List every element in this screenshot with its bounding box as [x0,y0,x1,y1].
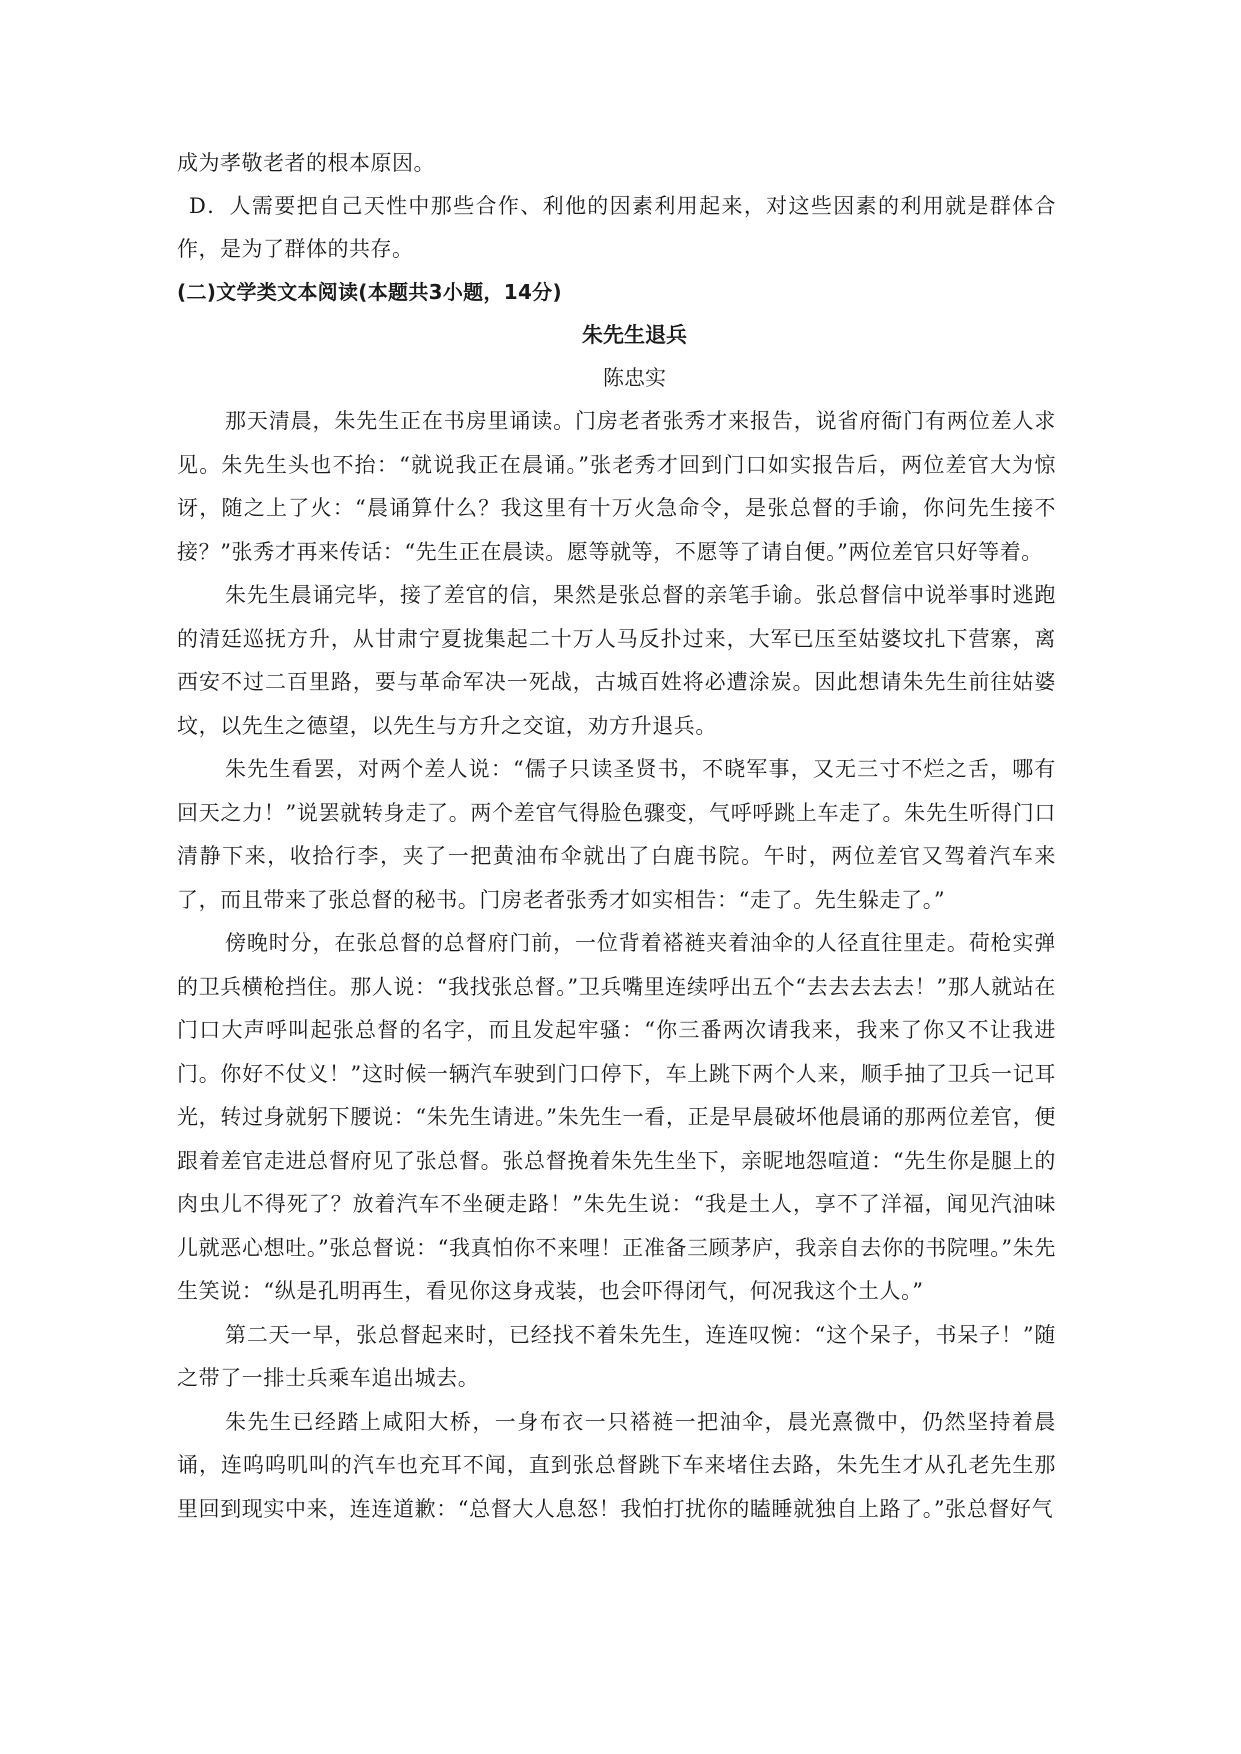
section-heading: (二)文学类文本阅读(本题共3小题，14分) [177,280,562,304]
story-paragraph: 傍晚时分，在张总督的总督府门前，一位背着褡裢夹着油伞的人径直往里走。荷枪实弹的卫兵横枪挡住。那人说：“我找张总督。”卫兵嘴里连续呼出五个“去去去去去！”那人就站在门口大声呼叫起张总督的名字，而且发起牢骚：“你三番两次请我来，我来了你又不让我进门。你好不仗义！”这时候一辆汽车驶到门口停下，车上跳下两个人来，顺手抽了卫兵一记耳光，转过身就躬下腰说：“朱先生请进。”朱先生一看，正是早晨破坏他晨诵的那两位差官，便跟着差官走进总督府见了张总督。张总督挽着朱先生坐下，亲昵地怨喧道：“先生你是腿上的肉虫儿不得死了？放着汽车不坐硬走路！”朱先生说：“我是土人，享不了洋福，闻见汽油味儿就恶心想吐。”张总督说：“我真怕你不来哩！正准备三顾茅庐，我亲自去你的书院哩。”朱先生笑说：“纵是孔明再生，看见你这身戎装，也会吓得闭气，何况我这个土人。” [177,931,1056,1303]
story-paragraph: 第二天一早，张总督起来时，已经找不着朱先生，连连叹惋：“这个呆子，书呆子！”随之带了一排士兵乘车追出城去。 [177,1322,1056,1390]
carryover-text: 成为孝敬老者的根本原因。 [177,151,435,175]
story-paragraph: 那天清晨，朱先生正在书房里诵读。门房老者张秀才来报告，说省府衙门有两位差人求见。朱先生头也不抬：“就说我正在晨诵。”张老秀才回到门口如实报告后，两位差官大为惊讶，随之上了火：“晨诵算什么？我这里有十万火急命令，是张总督的手谕，你问先生接不接？”张秀才再来传话：“先生正在晨读。愿等就等，不愿等了请自便。”两位差官只好等着。 [177,409,1056,564]
story-paragraph: 朱先生已经踏上咸阳大桥，一身布衣一只褡裢一把油伞，晨光熹微中，仍然坚持着晨诵，连呜呜叽叫的汽车也充耳不闻，直到张总督跳下车来堵住去路，朱先生才从孔老先生那里回到现实中来，连连道歉：“总督大人息怒！我怕打扰你的瞌睡就独自上路了。”张总督好气 [177,1409,1056,1521]
story-paragraph: 朱先生看罢，对两个差人说：“儒子只读圣贤书，不晓军事，又无三寸不烂之舌，哪有回天之力！”说罢就转身走了。两个差官气得脸色骤变，气呼呼跳上车走了。朱先生听得门口清静下来，收拾行李，夹了一把黄油布伞就出了白鹿书院。午时，两位差官又驾着汽车来了，而且带来了张总督的秘书。门房老者张秀才如实相告：“走了。先生躲走了。” [177,757,1056,912]
story-paragraph: 朱先生晨诵完毕，接了差官的信，果然是张总督的亲笔手谕。张总督信中说举事时逃跑的清廷巡抚方升，从甘肃宁夏拢集起二十万人马反扑过来，大军已压至姑婆坟扎下营寨，离西安不过二百里路，要与革命军决一死战，古城百姓将必遭涂炭。因此想请朱先生前往姑婆坟，以先生之德望，以先生与方升之交谊，劝方升退兵。 [177,583,1056,738]
story-title: 朱先生退兵 [582,323,687,347]
option-d-text: D．人需要把自己天性中那些合作、利他的因素利用起来，对这些因素的利用就是群体合作，是为了群体的共存。 [177,194,1056,261]
story-author: 陈忠实 [603,366,666,390]
